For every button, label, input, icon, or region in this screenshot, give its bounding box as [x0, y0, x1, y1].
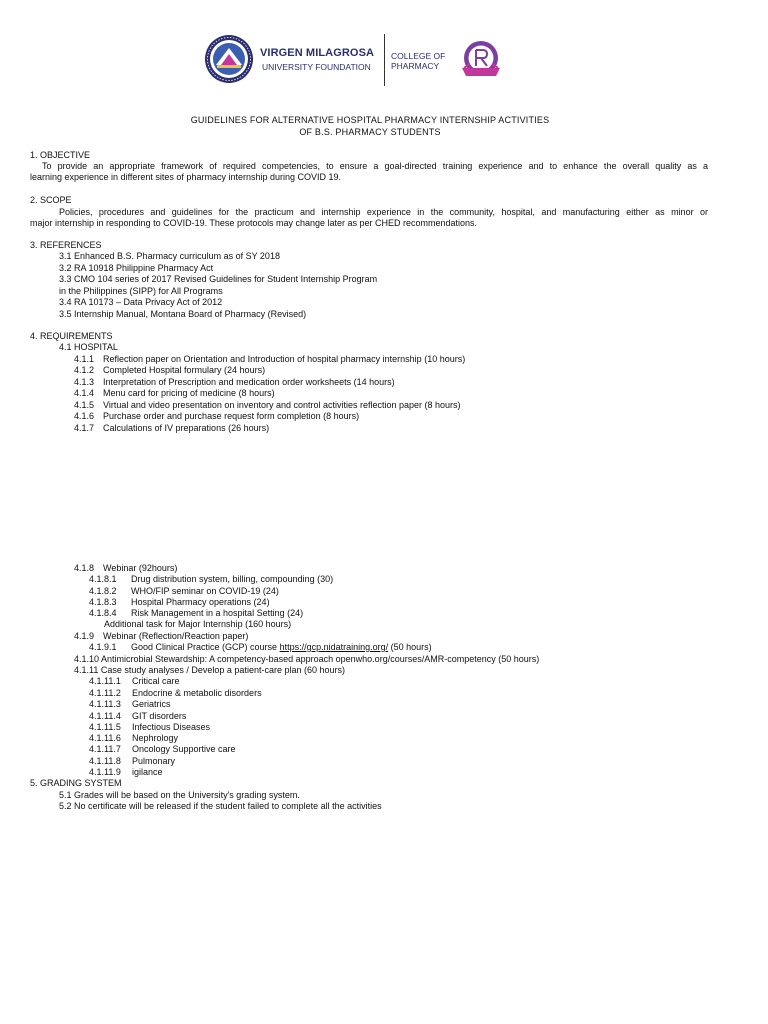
- item-text: Purchase order and purchase request form completion (8 hours): [103, 411, 360, 421]
- item-number: 4.1.11.6: [89, 733, 121, 743]
- scope-heading: 2. SCOPE: [30, 195, 72, 205]
- item-text: Interpretation of Prescription and medication order worksheets (14 hours): [103, 377, 395, 387]
- item-number: 4.1.2: [74, 365, 95, 375]
- item-number: 4.1.8.3: [89, 597, 117, 607]
- reference-item: 3.3 CMO 104 series of 2017 Revised Guidelines for Student Internship Program: [59, 274, 378, 284]
- list-item: [74, 388, 275, 399]
- university-subtitle: UNIVERSITY FOUNDATION: [262, 62, 371, 72]
- item-text: Drug distribution system, billing, compounding (30): [131, 574, 334, 584]
- item-number: 4.1.1: [74, 354, 95, 364]
- item-text: GIT disorders: [132, 711, 187, 721]
- item-number: 4.1.9.1: [89, 642, 117, 652]
- hospital-subheading: 4.1 HOSPITAL: [59, 342, 118, 352]
- college-name-line2: PHARMACY: [391, 61, 440, 71]
- item-text: Risk Management in a hospital Setting (24): [131, 608, 304, 618]
- list-item: [89, 756, 175, 767]
- item-number: 4.1.8.1: [89, 574, 117, 584]
- grading-item: 5.2 No certificate will be released if the student failed to complete all the activities: [59, 801, 382, 811]
- item-text: Menu card for pricing of medicine (8 hours): [103, 388, 275, 398]
- item-text: Completed Hospital formulary (24 hours): [103, 365, 266, 375]
- item-text: Infectious Diseases: [132, 722, 211, 732]
- objective-text-line2: learning experience in different sites of pharmacy internship during COVID 19.: [30, 172, 342, 182]
- gcp-course-link[interactable]: https://gcp.nidatraining.org/: [279, 642, 389, 652]
- list-item: [89, 642, 432, 653]
- item-text: Webinar (92hours): [103, 563, 178, 573]
- item-number: 4.1.11.1: [89, 676, 121, 686]
- grading-item: 5.1 Grades will be based on the University's grading system.: [59, 790, 300, 800]
- university-name: VIRGEN MILAGROSA: [260, 47, 375, 59]
- item-suffix: (50 hours): [388, 642, 432, 652]
- item-number: 4.1.11.3: [89, 699, 121, 709]
- amr-item: 4.1.10 Antimicrobial Stewardship: A competency-based approach openwho.org/courses/AMR-competency (50 hours): [74, 654, 540, 664]
- pharmacy-crest-icon: [456, 38, 506, 82]
- list-item: [74, 631, 248, 642]
- item-number: 4.1.8.4: [89, 608, 117, 618]
- item-text: igilance: [132, 767, 163, 777]
- additional-task-note: Additional task for Major Internship (160 hours): [104, 619, 292, 629]
- list-item: [89, 597, 270, 608]
- reference-item: 3.4 RA 10173 – Data Privacy Act of 2012: [59, 297, 223, 307]
- list-item: [74, 365, 265, 376]
- item-number: 4.1.6: [74, 411, 95, 421]
- item-number: 4.1.8.2: [89, 586, 117, 596]
- item-number: 4.1.11.7: [89, 744, 121, 754]
- item-text: Endocrine & metabolic disorders: [132, 688, 262, 698]
- list-item: [89, 722, 210, 733]
- item-number: 4.1.11.9: [89, 767, 121, 777]
- list-item: [89, 767, 163, 778]
- item-text: WHO/FIP seminar on COVID-19 (24): [131, 586, 279, 596]
- list-item: [74, 400, 461, 411]
- references-heading: 3. REFERENCES: [30, 240, 102, 250]
- item-number: 4.1.11.5: [89, 722, 121, 732]
- scope-text-line1: Policies, procedures and guidelines for the practicum and internship experience in the community, hospital, and manufacturing either as minor or: [59, 207, 708, 217]
- item-text: Reflection paper on Orientation and Introduction of hospital pharmacy internship (10 hours): [103, 354, 466, 364]
- item-number: 4.1.11.2: [89, 688, 121, 698]
- item-number: 4.1.8: [74, 563, 95, 573]
- item-text: Virtual and video presentation on inventory and control activities reflection paper (8 hours): [103, 400, 461, 410]
- list-item: [89, 744, 236, 755]
- list-item: [74, 377, 395, 388]
- reference-item: 3.2 RA 10918 Philippine Pharmacy Act: [59, 263, 214, 273]
- item-text: Calculations of IV preparations (26 hours): [103, 423, 270, 433]
- reference-item: in the Philippines (SIPP) for All Programs: [59, 286, 223, 296]
- item-text: Nephrology: [132, 733, 179, 743]
- grading-heading: 5. GRADING SYSTEM: [30, 778, 122, 788]
- list-item: [74, 411, 359, 422]
- item-text: Webinar (Reflection/Reaction paper): [103, 631, 249, 641]
- header-divider: [384, 34, 385, 86]
- list-item: [89, 699, 171, 710]
- reference-item: 3.1 Enhanced B.S. Pharmacy curriculum as of SY 2018: [59, 251, 280, 261]
- list-item: [89, 676, 180, 687]
- university-seal-icon: [204, 34, 254, 84]
- list-item: [89, 608, 303, 619]
- document-title-line1: GUIDELINES FOR ALTERNATIVE HOSPITAL PHARMACY INTERNSHIP ACTIVITIES: [190, 115, 550, 125]
- item-number: 4.1.11.8: [89, 756, 121, 766]
- item-text: Geriatrics: [132, 699, 171, 709]
- item-text: Hospital Pharmacy operations (24): [131, 597, 270, 607]
- requirements-heading: 4. REQUIREMENTS: [30, 331, 113, 341]
- item-text: Good Clinical Practice (GCP) course: [131, 642, 280, 652]
- item-text: Pulmonary: [132, 756, 176, 766]
- objective-text-line1: To provide an appropriate framework of required competencies, to ensure a goal-directed training experience and to enhance the overall quality as a: [42, 161, 708, 171]
- objective-heading: 1. OBJECTIVE: [30, 150, 91, 160]
- item-number: 4.1.7: [74, 423, 95, 433]
- list-item: [89, 574, 333, 585]
- document-title-line2: OF B.S. PHARMACY STUDENTS: [299, 127, 441, 137]
- letterhead: [204, 34, 514, 114]
- scope-text-line2: major internship in responding to COVID-19. These protocols may change later as per CHED recommendations.: [30, 218, 478, 228]
- list-item: [89, 688, 262, 699]
- case-study-item: 4.1.11 Case study analyses / Develop a patient-care plan (60 hours): [74, 665, 345, 675]
- list-item: [89, 711, 186, 722]
- item-text: Oncology Supportive care: [132, 744, 236, 754]
- item-text: Critical care: [132, 676, 180, 686]
- item-number: 4.1.5: [74, 400, 95, 410]
- item-number: 4.1.4: [74, 388, 95, 398]
- college-name-line1: COLLEGE OF: [391, 51, 446, 61]
- item-number: 4.1.9: [74, 631, 95, 641]
- list-item: [89, 733, 178, 744]
- reference-item: 3.5 Internship Manual, Montana Board of Pharmacy (Revised): [59, 309, 307, 319]
- list-item: [74, 423, 269, 434]
- list-item: [74, 563, 177, 574]
- item-number: 4.1.11.4: [89, 711, 121, 721]
- item-number: 4.1.3: [74, 377, 95, 387]
- list-item: [89, 586, 279, 597]
- list-item: [74, 354, 465, 365]
